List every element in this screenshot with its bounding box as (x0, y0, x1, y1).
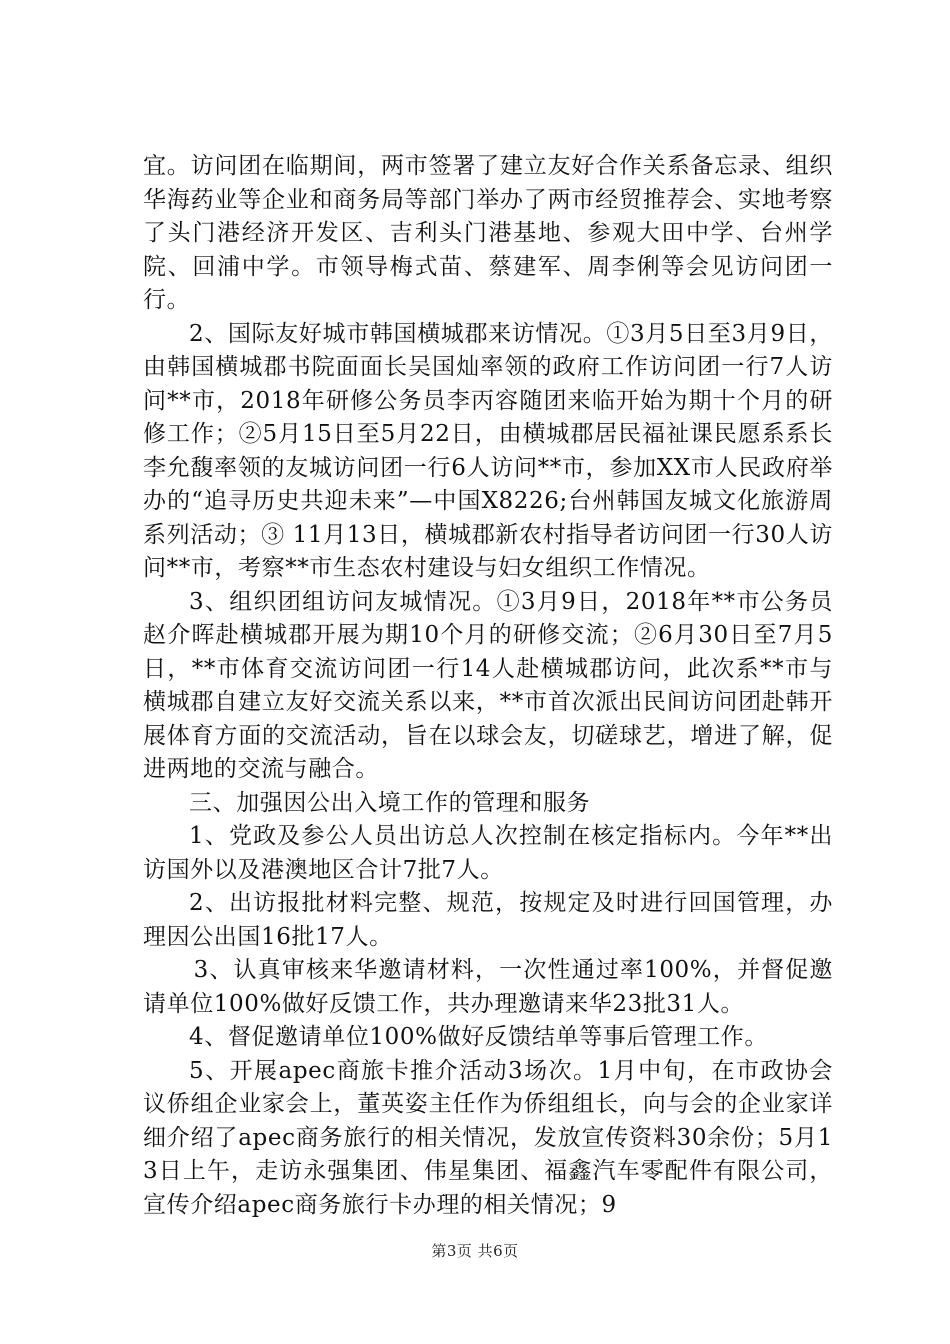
document-body (143, 150, 833, 1222)
paragraph-item-1: 1、党政及参公人员出访总人次控制在核定指标内。今年**出访国外以及港澳地区合计7批7人。 (143, 823, 833, 883)
page-number-footer: 第3页 共6页 (431, 1242, 519, 1260)
paragraph-continued-visit: 宜。访问团在临期间，两市签署了建立友好合作关系备忘录、组织华海药业等企业和商务局等部门举办了两市经贸推荐会、实地考察了头门港经济开发区、吉利头门港基地、参观大田中学、台州学院、回浦中学。市领导梅式苗、蔡建军、周李俐等会见访问团一行。 (143, 153, 833, 313)
paragraph-korea-visit: 2、国际友好城市韩国横城郡来访情况。①3月5日至3月9日，由韩国横城郡书院面面长吴国灿率领的政府工作访问团一行7人访问**市，2018年研修公务员李丙容随团来临开始为期十个月的研修工作；②5月15日至5月22日，由横城郡居民福祉课民愿系系长李允馥率领的友城访问团一行6人访问**市，参加XX市人民政府举办的“追寻历史共迎未来”—中国X8226;台州韩国友城文化旅游周系列活动；③ 11月13日，横城郡新农村指导者访问团一行30人访问**市，考察**市生态农村建设与妇女组织工作情况。 (143, 320, 833, 581)
section-heading-exit-entry: 三、加强因公出入境工作的管理和服务 (189, 789, 591, 816)
paragraph-item-4: 4、督促邀请单位100%做好反馈结单等事后管理工作。 (189, 1024, 768, 1050)
paragraph-item-3: 3、认真审核来华邀请材料，一次性通过率100%，并督促邀请单位100%做好反馈工作，共办理邀请来华23批31人。 (143, 957, 833, 1017)
paragraph-item-2: 2、出访报批材料完整、规范，按规定及时进行回国管理，办理因公出国16批17人。 (143, 890, 833, 950)
paragraph-item-5: 5、开展apec商旅卡推介活动3场次。1月中旬，在市政协会议侨组企业家会上，董英姿主任作为侨组组长，向与会的企业家详细介绍了apec商务旅行的相关情况，发放宣传资料30余份；5月13日上午，走访永强集团、伟星集团、福鑫汽车零配件有限公司，宣传介绍apec商务旅行卡办理的相关情况；9 (143, 1057, 833, 1218)
paragraph-delegation-visit: 3、组织团组访问友城情况。①3月9日，2018年**市公务员赵介晖赴横城郡开展为期10个月的研修交流；②6月30日至7月5日，**市体育交流访问团一行14人赴横城郡访问，此次系**市与横城郡自建立友好交流关系以来，**市首次派出民间访问团赴韩开展体育方面的交流活动，旨在以球会友，切磋球艺，增进了解，促进两地的交流与融合。 (143, 588, 833, 782)
